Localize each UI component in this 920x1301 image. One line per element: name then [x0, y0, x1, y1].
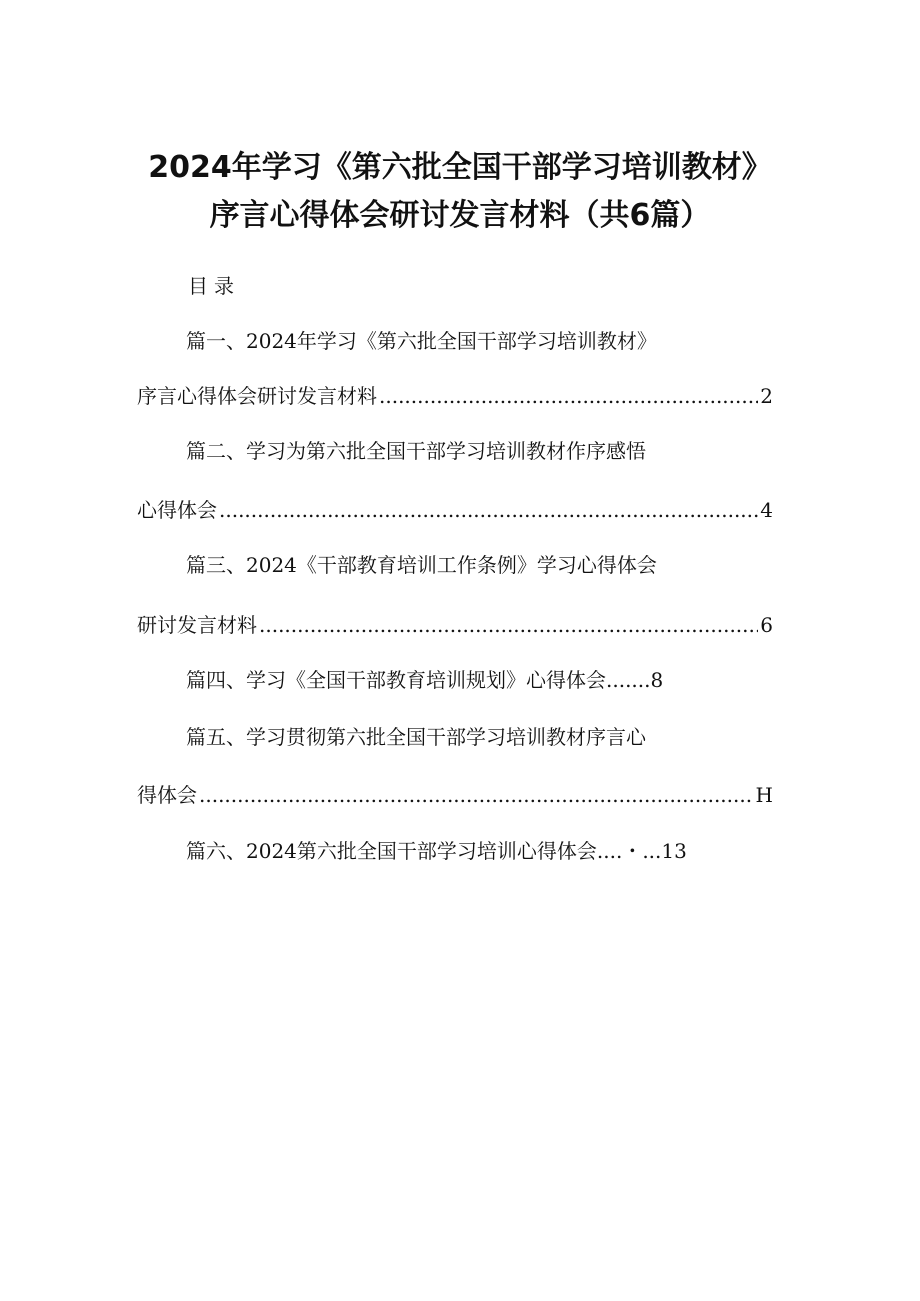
document-title-line-1: 2024年学习《第六批全国干部学习培训教材》 [148, 150, 772, 185]
toc-entry-2-page: 4 [760, 498, 773, 522]
toc-entry-1-title-cont: 序言心得体会研讨发言材料 [137, 384, 377, 408]
toc-entry-3-page: 6 [760, 613, 773, 637]
toc-entry-1-page: 2 [760, 384, 773, 408]
toc-heading: 目录 [188, 274, 240, 298]
toc-entry-6-line-1[interactable]: 篇六、2024第六批全国干部学习培训心得体会....・...13 [186, 839, 687, 863]
dot-leader [379, 382, 758, 410]
document-title-line-2: 序言心得体会研讨发言材料（共6篇） [209, 198, 711, 233]
dot-leader [199, 781, 754, 809]
toc-entry-2-line-1[interactable]: 篇二、学习为第六批全国干部学习培训教材作序感悟 [186, 439, 646, 463]
toc-entry-5-line-2[interactable] [137, 781, 773, 809]
toc-entry-5-title-cont: 得体会 [137, 783, 197, 807]
toc-entry-1-line-2[interactable] [137, 382, 773, 410]
toc-entry-3-line-2[interactable] [137, 611, 773, 639]
toc-entry-3-title-cont: 研讨发言材料 [137, 613, 257, 637]
toc-entry-1-line-1[interactable]: 篇一、2024年学习《第六批全国干部学习培训教材》 [186, 329, 657, 353]
toc-entry-5-page: H [755, 783, 773, 807]
toc-entry-2-line-2[interactable] [137, 496, 773, 524]
toc-entry-5-line-1[interactable]: 篇五、学习贯彻第六批全国干部学习培训教材序言心 [186, 725, 646, 749]
dot-leader [259, 611, 758, 639]
toc-entry-4-line-1[interactable]: 篇四、学习《全国干部教育培训规划》心得体会.......8 [186, 668, 664, 692]
toc-entry-3-line-1[interactable]: 篇三、2024《干部教育培训工作条例》学习心得体会 [186, 553, 657, 577]
dot-leader [219, 496, 758, 524]
toc-entry-2-title-cont: 心得体会 [137, 498, 217, 522]
